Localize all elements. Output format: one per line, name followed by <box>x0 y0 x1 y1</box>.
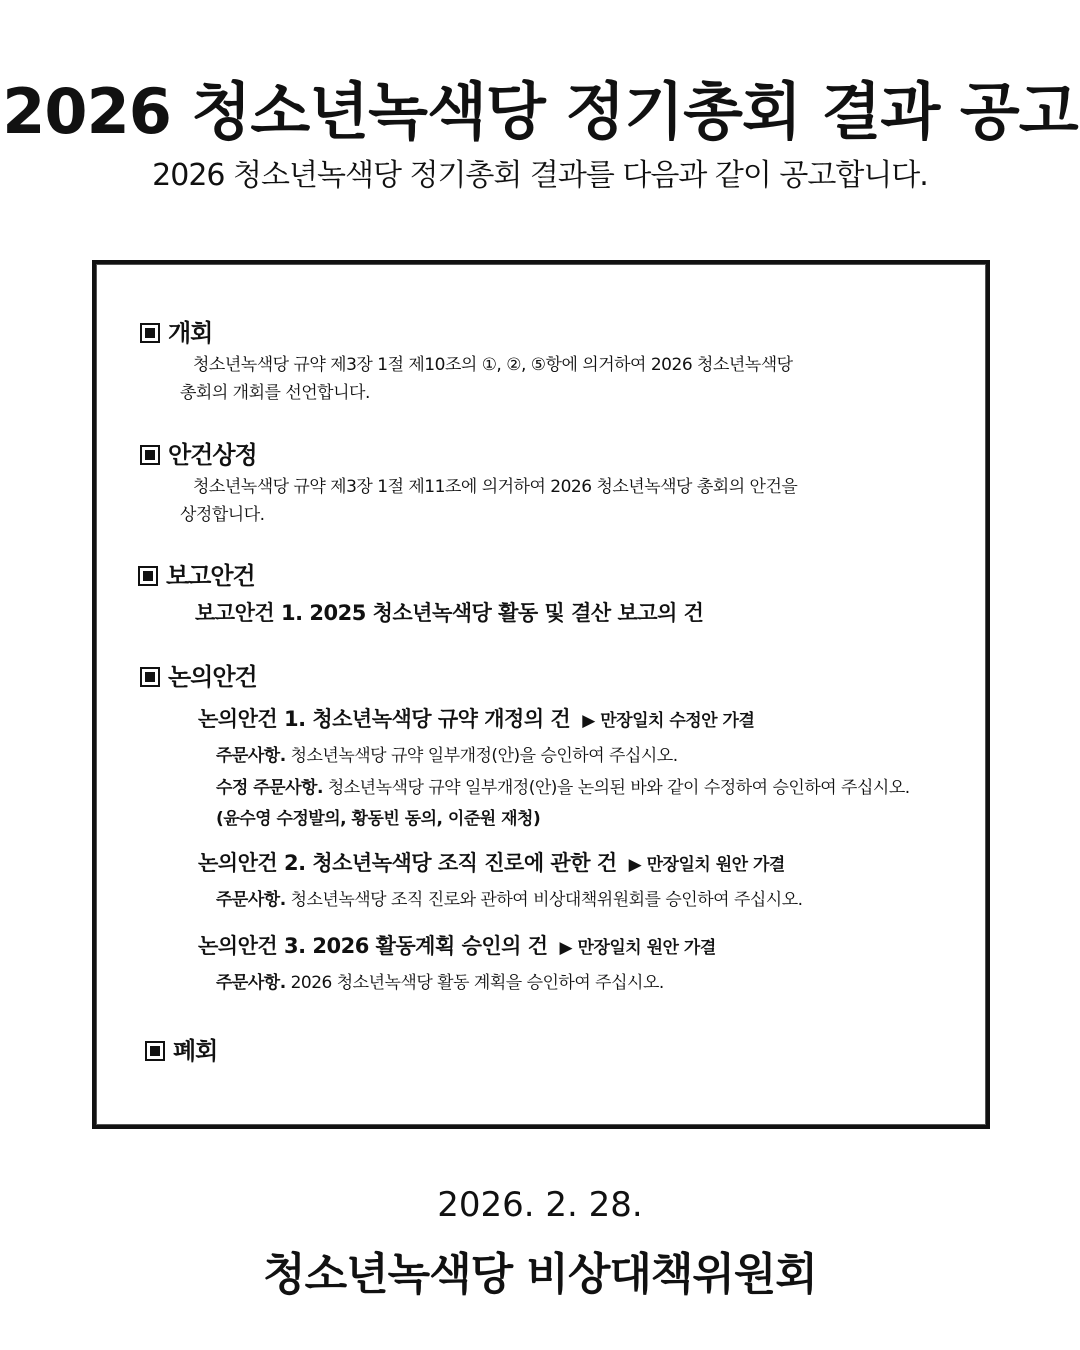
issuing-organization: 청소년녹색당 비상대책위원회 <box>263 1249 817 1300</box>
page-subtitle: 2026 청소년녹색당 정기총회 결과를 다음과 같이 공고합니다. <box>152 158 928 193</box>
opening-text-2: 총회의 개회를 선언합니다. <box>180 383 370 403</box>
page-title: 2026 청소년녹색당 정기총회 결과 공고 <box>2 75 1078 148</box>
square-bullet-icon <box>140 667 160 687</box>
motion-text: 청소년녹색당 조직 진로와 관하여 비상대책위원회를 승인하여 주십시오. <box>290 890 803 910</box>
amend-text: 청소년녹색당 규약 일부개정(안)을 논의된 바와 같이 수정하여 승인하여 주십시오. <box>327 778 910 798</box>
report-item: 보고안건 1. 2025 청소년녹색당 활동 및 결산 보고의 건 <box>195 601 704 625</box>
heading-text: 안건상정 <box>168 441 257 469</box>
discussion-item-3 <box>198 930 716 960</box>
motion-text: 청소년녹색당 규약 일부개정(안)을 승인하여 주십시오. <box>290 746 678 766</box>
motion-line <box>216 885 803 910</box>
motion-line <box>216 968 664 993</box>
item-result: ▶ 만장일치 원안 가결 <box>559 938 716 958</box>
agenda-text-1: 청소년녹색당 규약 제3장 1절 제11조에 의거하여 2026 청소년녹색당 총회의 안건을 <box>193 477 798 497</box>
agenda-text-2: 상정합니다. <box>180 505 265 525</box>
amend-note: (윤수영 수정발의, 황동빈 동의, 이준원 재청) <box>216 809 541 829</box>
section-heading-opening <box>140 313 212 348</box>
discussion-item-1 <box>198 703 754 733</box>
heading-text: 폐회 <box>173 1037 218 1065</box>
amend-line <box>216 773 910 798</box>
motion-line <box>216 741 678 766</box>
heading-text: 개회 <box>168 319 213 347</box>
item-title: 논의안건 1. 청소년녹색당 규약 개정의 건 <box>198 707 571 731</box>
section-heading-report <box>138 556 255 591</box>
item-title: 논의안건 2. 청소년녹색당 조직 진로에 관한 건 <box>198 851 617 875</box>
heading-text: 논의안건 <box>168 663 257 691</box>
item-title: 논의안건 3. 2026 활동계획 승인의 건 <box>198 934 548 958</box>
square-bullet-icon <box>138 566 158 586</box>
square-bullet-icon <box>140 445 160 465</box>
amend-label: 수정 주문사항. <box>216 778 323 798</box>
section-heading-agenda <box>140 435 257 470</box>
square-bullet-icon <box>140 323 160 343</box>
heading-text: 보고안건 <box>166 562 255 590</box>
discussion-item-2 <box>198 847 785 877</box>
motion-label: 주문사항. <box>216 746 286 766</box>
item-result: ▶ 만장일치 수정안 가결 <box>582 711 755 731</box>
motion-label: 주문사항. <box>216 973 286 993</box>
announcement-date: 2026. 2. 28. <box>437 1185 643 1225</box>
motion-label: 주문사항. <box>216 890 286 910</box>
item-result: ▶ 만장일치 원안 가결 <box>628 855 785 875</box>
motion-text: 2026 청소년녹색당 활동 계획을 승인하여 주십시오. <box>290 973 664 993</box>
section-heading-closing <box>145 1031 217 1066</box>
square-bullet-icon <box>145 1041 165 1061</box>
section-heading-discussion <box>140 657 257 692</box>
opening-text-1: 청소년녹색당 규약 제3장 1절 제10조의 ①, ②, ⑤항에 의거하여 2026 청소년녹색당 <box>193 355 793 375</box>
